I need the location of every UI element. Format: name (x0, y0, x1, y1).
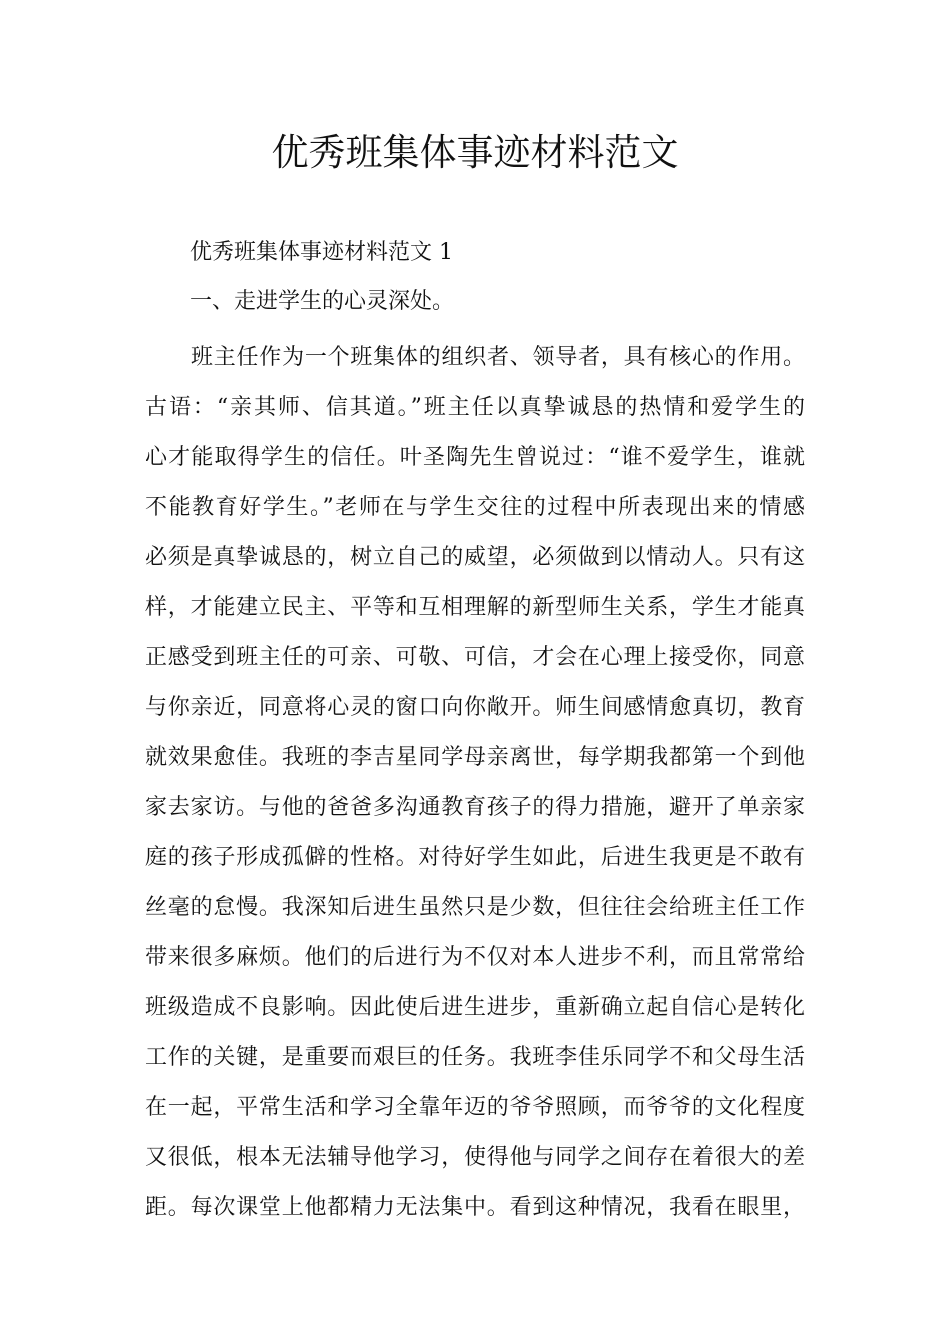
body-line: 又很低，根本无法辅导他学习，使得他与同学之间存在着很大的差 (145, 1145, 805, 1170)
body-line: 在一起，平常生活和学习全靠年迈的爷爷照顾，而爷爷的文化程度 (145, 1095, 805, 1120)
body-line: 班主任作为一个班集体的组织者、领导者，具有核心的作用。 (191, 345, 805, 370)
body-line: 正感受到班主任的可亲、可敬、可信，才会在心理上接受你，同意 (145, 645, 805, 670)
body-paragraph (145, 333, 805, 1233)
body-line: 古语：“亲其师、信其道。”班主任以真挚诚恳的热情和爱学生的 (145, 395, 805, 420)
subsection-heading: 一、走进学生的心灵深处。 (190, 289, 455, 314)
body-line: 丝毫的怠慢。我深知后进生虽然只是少数，但往往会给班主任工作 (145, 895, 805, 920)
body-line: 心才能取得学生的信任。叶圣陶先生曾说过：“谁不爱学生，谁就 (145, 445, 805, 470)
body-line: 距。每次课堂上他都精力无法集中。看到这种情况，我看在眼里， (145, 1195, 805, 1220)
body-line: 必须是真挚诚恳的，树立自己的威望，必须做到以情动人。只有这 (145, 545, 805, 570)
body-line: 工作的关键，是重要而艰巨的任务。我班李佳乐同学不和父母生活 (145, 1045, 805, 1070)
body-line: 家去家访。与他的爸爸多沟通教育孩子的得力措施，避开了单亲家 (145, 795, 805, 820)
body-line: 与你亲近，同意将心灵的窗口向你敞开。师生间感情愈真切，教育 (145, 695, 805, 720)
body-line: 庭的孩子形成孤僻的性格。对待好学生如此，后进生我更是不敢有 (145, 845, 805, 870)
body-line: 就效果愈佳。我班的李吉星同学母亲离世，每学期我都第一个到他 (145, 745, 805, 770)
body-line: 不能教育好学生。”老师在与学生交往的过程中所表现出来的情感 (145, 495, 805, 520)
section-heading: 优秀班集体事迹材料范文 1 (190, 240, 453, 265)
body-line: 样，才能建立民主、平等和互相理解的新型师生关系，学生才能真 (145, 595, 805, 620)
document-title: 优秀班集体事迹材料范文 (271, 131, 679, 174)
body-line: 带来很多麻烦。他们的后进行为不仅对本人进步不利，而且常常给 (145, 945, 805, 970)
body-line: 班级造成不良影响。因此使后进生进步，重新确立起自信心是转化 (145, 995, 805, 1020)
